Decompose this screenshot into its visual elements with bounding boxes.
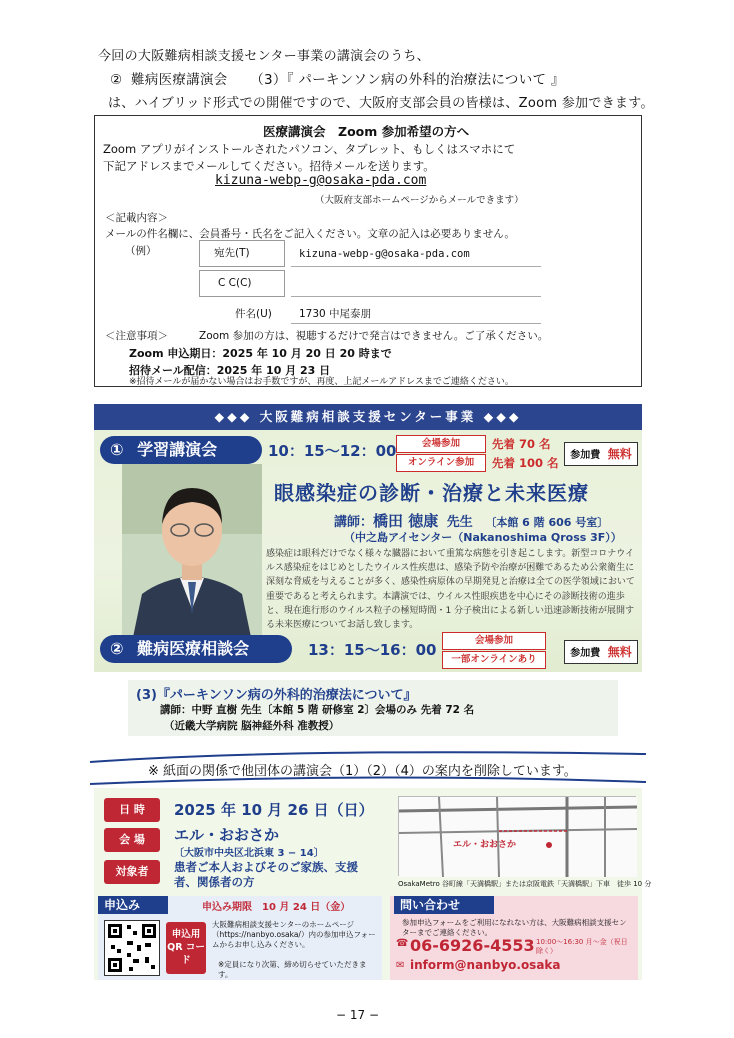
online-capacity: 先着 100 名 xyxy=(492,456,559,470)
venue-capacity: 先着 70 名 xyxy=(492,437,551,451)
to-value: kizuna-webp-g@osaka-pda.com xyxy=(299,248,470,260)
s2-online-tag: 一部オンラインあり xyxy=(442,651,546,669)
subject-value: 1730 中尾泰朋 xyxy=(299,308,372,320)
lecturer-photo xyxy=(122,464,262,642)
section-2-time: 13：15〜16：00 xyxy=(308,641,437,659)
section-1-pill xyxy=(100,436,262,464)
intro-lecture: 難病医療講演会 xyxy=(131,72,228,88)
fee-label-2: 参加費 xyxy=(570,648,601,659)
talk3-title: (3)『パーキンソン病の外科的治療法について』 xyxy=(136,688,417,703)
mail-icon: ✉ xyxy=(396,960,405,971)
target-label: 対象者 xyxy=(104,860,160,884)
fee-box-1 xyxy=(564,442,638,466)
banner-header: ◆◆◆ 大阪難病相談支援センター事業 ◆◆◆ xyxy=(94,404,642,430)
lecturer-portrait-icon xyxy=(122,464,262,642)
section-2-title: 難病医療相談会 xyxy=(137,639,250,658)
venue-address: 〔大阪市中央区北浜東 3 − 14〕 xyxy=(174,848,324,859)
contact-section xyxy=(390,896,638,980)
zoom-line-2: 下記アドレスまでメールしてください。招待メールを送ります。 xyxy=(103,159,435,173)
to-field-label-box xyxy=(199,240,285,267)
zoom-deadline: Zoom 申込期日：2025 年 10 月 20 日 20 時まで xyxy=(129,347,392,360)
notes-head: ＜注意事項＞ xyxy=(105,330,168,342)
map-icon xyxy=(399,797,637,877)
lecture-title: 眼感染症の診断・治療と未来医療 xyxy=(274,481,589,505)
fill-head: ＜記載内容＞ xyxy=(105,212,168,224)
apply-note: ※定員になり次第、締め切らせていただきます。 xyxy=(218,960,367,979)
talk3-affiliation: （近畿大学病院 脳神経外科 准教授） xyxy=(164,720,340,732)
contact-hours: 10:00〜16:30 月〜金（祝日除く） xyxy=(536,938,628,955)
zoom-footnote: ※招待メールが届かない場合はお手数ですが、再度、上記メールアドレスまでご連絡ください。 xyxy=(129,377,514,387)
lecturer-suffix: 先生 xyxy=(446,515,473,530)
lecturer-line xyxy=(334,510,608,531)
phone-icon: ☎ xyxy=(396,938,409,949)
lecturer-prefix: 講師： xyxy=(334,515,374,530)
page-number: − 17 − xyxy=(336,1008,380,1022)
cc-label: C C(C) xyxy=(218,277,252,289)
map-caption: OsakaMetro 谷町線「天満橋駅」または京阪電鉄「天満橋駅」下車 徒歩 10 分 xyxy=(398,880,652,888)
online-tag: オンライン参加 xyxy=(396,454,486,472)
zoom-line-1: Zoom アプリがインストールされたパソコン、タブレット、もしくはスマホにて xyxy=(103,142,516,156)
section-2-num: ② xyxy=(110,639,124,658)
zoom-email-note: （大阪府支部ホームページからメールできます） xyxy=(315,195,524,206)
talk3-lecturer: 講師：中野 直樹 先生〔本館 5 階 研修室 2〕会場のみ 先着 72 名 xyxy=(160,704,475,716)
lecturer-name: 橋田 徳康 xyxy=(373,512,439,530)
contact-email[interactable]: inform@nanbyo.osaka xyxy=(410,958,561,972)
zoom-title: 医療講演会 Zoom 参加希望の方へ xyxy=(263,124,470,139)
notes-text: Zoom 参加の方は、視聴するだけで発言はできません。ご了承ください。 xyxy=(199,330,549,342)
zoom-email-link[interactable]: kizuna-webp-g@osaka-pda.com xyxy=(215,173,427,188)
qr-code[interactable] xyxy=(104,920,160,976)
apply-deadline: 申込み期限 10 月 24 日（金） xyxy=(202,902,351,913)
qr-label: 申込用 QR コード xyxy=(166,922,206,974)
subject-label: 件名(U) xyxy=(235,308,272,320)
contact-text: 参加申込フォームをご利用になれない方は、大阪難病相談支援センターまでご連絡ください。 xyxy=(402,918,627,937)
section-1-title: 学習講演会 xyxy=(137,440,218,459)
notice-text: ※ 紙面の関係で他団体の講演会（1）（2）（4）の案内を削除しています。 xyxy=(148,764,577,779)
fill-text: メールの件名欄に、会員番号・氏名をご記入ください。文章の記入は必要ありません。 xyxy=(105,228,515,240)
lecture-description: 感染症は眼科だけでなく様々な臓器において重篤な病態を引き起こします。新型コロナウイルス感染症をはじめとしたウイルス性疾患は、感染予防や治療が困難であるため公衆衛生に深刻な脅威を与えることが多く、感染性病原体の早期発見と治療は全ての医学領域において重要であると考えられます。本講演では、ウイルス性眼疾患を中心にその診断技術の進歩と、現在進行形のウイルス粒子の極短時間・1 分子検出による新しい迅速診断技術が展開する未来医療についてお話し致します。 xyxy=(266,549,635,631)
cc-field-label-box xyxy=(199,270,285,297)
intro-num: ② xyxy=(110,72,123,88)
intro-line-3: は、ハイブリッド形式での開催ですので、大阪府支部会員の皆様は、Zoom 参加できます。 xyxy=(108,96,654,111)
event-banner xyxy=(94,404,642,672)
venue-map xyxy=(398,796,636,876)
fee-value-2: 無料 xyxy=(607,645,632,659)
date-value: 2025 年 10 月 26 日（日） xyxy=(174,801,374,819)
map-label: エル・おおさか xyxy=(453,840,517,850)
venue-value: エル・おおさか xyxy=(174,826,280,844)
target-value: 患者ご本人およびそのご家族、支援者、関係者の方 xyxy=(174,860,358,889)
apply-section xyxy=(98,896,382,980)
qr-code-icon xyxy=(105,921,159,975)
lecture-center: （中之島アイセンター（Nakanoshima Qross 3F）） xyxy=(344,531,622,544)
date-label: 日 時 xyxy=(104,798,160,822)
intro-line-1: 今回の大阪難病相談支援センター事業の講演会のうち、 xyxy=(98,49,430,64)
intro-title: （3）『 パーキンソン病の外科的治療法について 』 xyxy=(250,72,565,88)
apply-text: 大阪難病相談支援センターのホームページ（https://nanbyo.osaka/）内の参加申込フォームからお申し込みください。 xyxy=(212,920,376,949)
fee-value-1: 無料 xyxy=(607,447,632,461)
invite-date: 招待メール配信：2025 年 10 月 23 日 xyxy=(129,364,331,377)
contact-phone[interactable]: 06-6926-4553 xyxy=(410,936,535,955)
venue-label: 会 場 xyxy=(104,828,160,852)
fee-label-1: 参加費 xyxy=(570,450,601,461)
example-label: （例） xyxy=(125,245,157,257)
lecture-room: 〔本館 6 階 606 号室〕 xyxy=(485,516,609,529)
section-1-num: ① xyxy=(110,440,124,459)
section-1-time: 10：15〜12：00 xyxy=(268,442,397,460)
apply-head: 申込み xyxy=(98,896,168,914)
s2-venue-tag: 会場参加 xyxy=(442,632,546,650)
contact-head: 問い合わせ xyxy=(394,896,494,914)
intro-line-2 xyxy=(110,68,565,88)
event-info-panel xyxy=(94,788,652,980)
zoom-info-box xyxy=(94,115,642,387)
to-label: 宛先(T) xyxy=(214,247,250,259)
venue-tag: 会場参加 xyxy=(396,435,486,453)
section-2-pill xyxy=(100,635,292,663)
fee-box-2 xyxy=(564,640,638,664)
